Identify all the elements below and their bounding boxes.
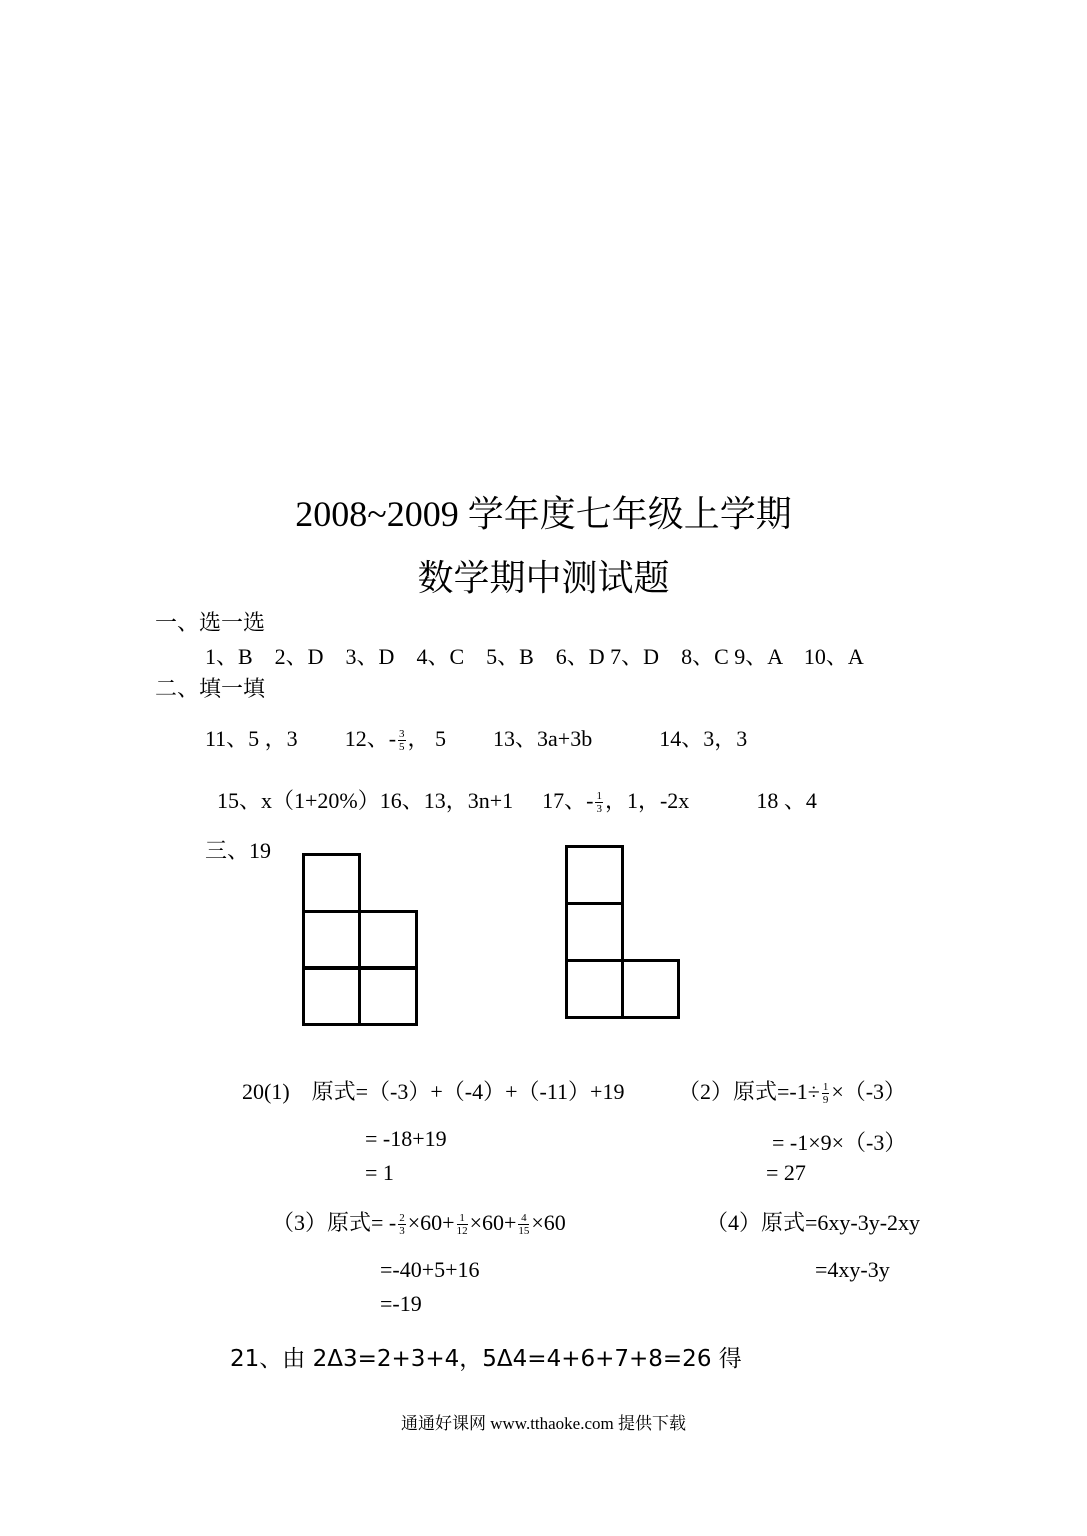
- answer-11: 11、5 ，3: [205, 726, 298, 751]
- square-cell: [302, 966, 361, 1026]
- title-line-2: 数学期中测试题: [417, 558, 670, 598]
- q20-part3-fraction-2: $\frac{1}{12}$: [456, 1212, 468, 1238]
- q20-part3-line2: =-40+5+16: [380, 1257, 480, 1282]
- answer-17-prefix: 17、-: [542, 788, 594, 813]
- square-cell: [565, 845, 624, 905]
- square-cell: [302, 910, 361, 970]
- q20-part2-line1: （2）原式=-1÷ $\frac{1}{9}$ ×（-3）: [678, 1079, 907, 1107]
- answer-13: 13、3a+3b: [493, 726, 593, 751]
- fill-answer-line-1: [205, 722, 747, 753]
- q20-part2-line2: = -1×9×（-3）: [772, 1130, 907, 1155]
- footer-text: 通通好课网 www.tthaoke.com 提供下载: [400, 1414, 687, 1433]
- fill-answer-line-2: [217, 784, 817, 815]
- q20-part3-line1: （3）原式= - $\frac{2}{3}$ ×60+ $\frac{1}{12}$ ×60+ $\frac{4}{15}$ ×60: [272, 1210, 566, 1238]
- square-cell: [565, 959, 624, 1019]
- square-cell: [358, 910, 418, 970]
- square-cell: [621, 959, 680, 1019]
- answer-15-16: 15、x（1+20%）16、13，3n+1: [217, 788, 514, 813]
- q20-part1-line2: = -18+19: [365, 1126, 447, 1151]
- q21-line: 21、由 2Δ3=2+3+4，5Δ4=4+6+7+8=26 得: [230, 1346, 742, 1372]
- square-cell: [565, 902, 624, 962]
- q20-part3-line3: =-19: [380, 1291, 422, 1316]
- view-figure-right: [565, 845, 680, 1019]
- square-cell: [302, 853, 361, 913]
- answer-17-suffix: ，1，-2x: [604, 788, 690, 813]
- section-3-heading: 三、19: [205, 838, 272, 863]
- answer-12-suffix: ， 5: [407, 726, 447, 751]
- q20-part2-line3: = 27: [766, 1160, 806, 1185]
- answer-12-fraction: $\frac{3}{5}$: [399, 728, 405, 754]
- square-cell: [358, 966, 418, 1026]
- q20-part3-fraction-1: $\frac{2}{3}$: [399, 1212, 405, 1238]
- view-figure-left: [302, 853, 418, 1026]
- section-2-heading: 二、填一填: [155, 676, 266, 701]
- title-line-1: 2008~2009 学年度七年级上学期: [295, 494, 792, 534]
- answer-14: 14、3，3: [659, 726, 748, 751]
- answer-18: 18 、4: [756, 788, 817, 813]
- q20-part1-line1: 20(1) 原式=（-3）+（-4）+（-11）+19: [242, 1079, 625, 1104]
- q20-part1-line3: = 1: [365, 1160, 394, 1185]
- answer-17-fraction: $\frac{1}{3}$: [596, 790, 602, 816]
- q20-part3-fraction-3: $\frac{4}{15}$: [518, 1212, 530, 1238]
- section-1-answers: 1、B 2、D 3、D 4、C 5、B 6、D 7、D 8、C 9、A 10、A: [205, 644, 864, 669]
- section-1-heading: 一、选一选: [155, 610, 266, 635]
- q20-part2-fraction: $\frac{1}{9}$: [822, 1081, 829, 1107]
- q20-part4-line1: （4）原式=6xy-3y-2xy: [706, 1210, 921, 1235]
- answer-12-prefix: 12、-: [344, 726, 397, 751]
- q20-part4-line2: =4xy-3y: [815, 1257, 890, 1282]
